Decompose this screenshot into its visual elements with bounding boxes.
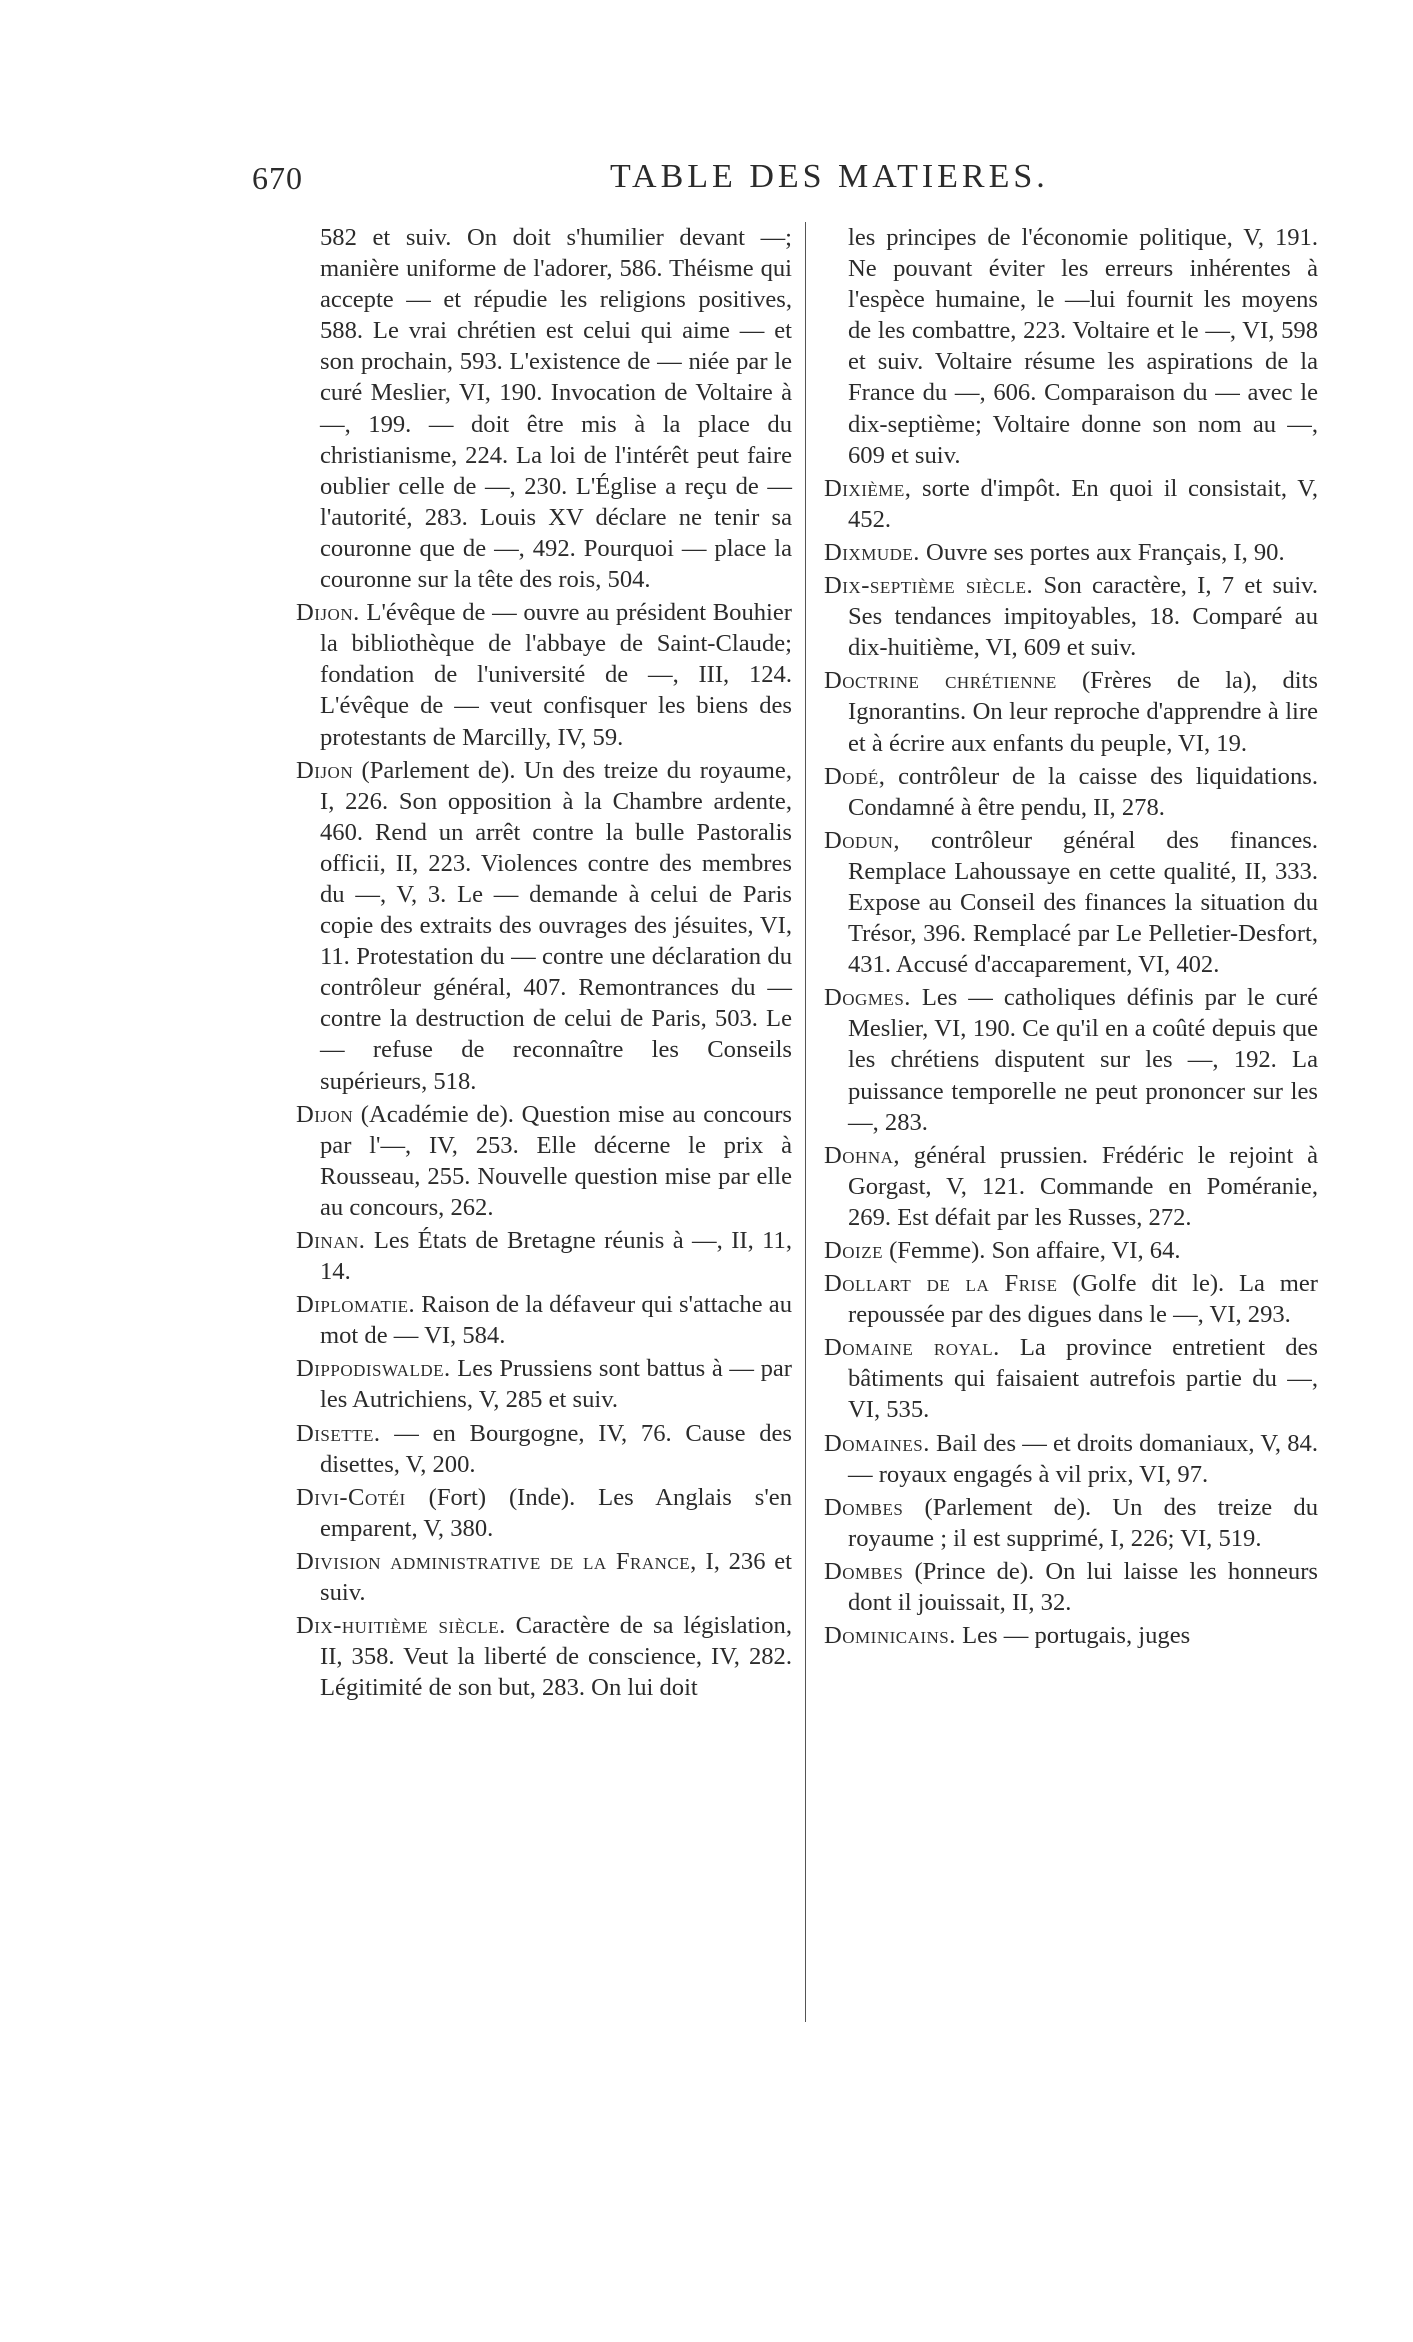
index-entry	[824, 1235, 1318, 1266]
entry-headword: Dix-huitième siècle.	[296, 1612, 506, 1640]
entry-headword: Domaines.	[824, 1429, 930, 1457]
entry-headword: Dijon.	[296, 599, 360, 627]
entry-text: L'évêque de — ouvre au président Bouhier la bibliothèque de l'abbaye de Saint-Claude; fondation de l'université de —, III, 124. L'évêque de — veut confisquer les biens des protestants de Marcilly, IV, 59.	[320, 599, 792, 751]
index-entry	[824, 222, 1318, 471]
entry-headword: Dijon	[296, 756, 354, 784]
index-entry	[824, 1556, 1318, 1618]
index-entry	[824, 1332, 1318, 1425]
index-entry	[296, 1225, 792, 1287]
entry-text: 582 et suiv. On doit s'humilier devant —; manière uniforme de l'adorer, 586. Théisme qui accepte — et répudie les religions positives, 588. Le vrai chrétien est celui qui aime — et son prochain, 593. L'existence de — niée par le curé Meslier, VI, 190. Invocation de Voltaire à —, 199. — doit être mis à la place du christianisme, 224. La loi de l'intérêt peut faire oublier celle de —, 230. L'Église a reçu de — l'autorité, 283. Louis XV déclare ne tenir sa couronne que de —, 492. Pourquoi — place la couronne sur la tête des rois, 504.	[320, 224, 792, 594]
index-entry	[296, 1546, 792, 1608]
index-entry	[296, 755, 792, 1097]
index-entry	[824, 537, 1318, 568]
index-entry	[824, 473, 1318, 535]
entry-text: Les — catholiques définis par le curé Meslier, VI, 190. Ce qu'il en a coûté depuis que les chrétiens disputent sur les —, 192. La puissance temporelle ne peut prononcer sur les —, 283.	[848, 984, 1318, 1136]
index-entry	[824, 570, 1318, 663]
entry-text: (Frères de la), dits Ignorantins. On leur reproche d'apprendre à lire et à écrire aux enfants du peuple, VI, 19.	[848, 667, 1319, 757]
entry-headword: Dominicains.	[824, 1622, 956, 1650]
index-entry	[296, 597, 792, 752]
entry-text: contrôleur de la caisse des liquidations. Condamné à être pendu, II, 278.	[848, 762, 1318, 821]
entry-headword: Doize	[824, 1237, 883, 1264]
entry-headword: Dohna,	[824, 1141, 901, 1169]
entry-headword: Dodun,	[824, 826, 901, 854]
entry-text: Bail des — et droits domaniaux, V, 84. — royaux engagés à vil prix, VI, 97.	[848, 1429, 1318, 1488]
index-entry	[824, 761, 1318, 823]
entry-headword: Diplomatie.	[296, 1291, 416, 1319]
index-entry	[824, 825, 1318, 980]
entry-headword: Dijon	[296, 1100, 354, 1128]
index-entry	[824, 1268, 1318, 1330]
index-entry	[824, 982, 1318, 1137]
entry-text: Caractère de sa législation, II, 358. Veut la liberté de conscience, IV, 282. Légitimité de son but, 283. On lui doit	[320, 1612, 792, 1702]
entry-text: — en Bourgogne, IV, 76. Cause des disettes, V, 200.	[320, 1419, 792, 1478]
index-entry	[296, 1099, 792, 1223]
entry-headword: Dix-septième siècle.	[824, 572, 1034, 600]
entry-text: (Femme). Son affaire, VI, 64.	[882, 1237, 1181, 1264]
index-entry	[296, 222, 792, 595]
entry-text: (Prince de). On lui laisse les honneurs dont il jouissait, II, 32.	[848, 1557, 1318, 1617]
entry-text: Les Prussiens sont battus à — par les Autrichiens, V, 285 et suiv.	[320, 1355, 792, 1414]
entry-headword: Dogmes.	[824, 984, 911, 1012]
index-entry	[296, 1482, 792, 1544]
entry-text: (Fort) (Inde). Les Anglais s'en emparent, V, 380.	[320, 1483, 792, 1542]
entry-text: (Académie de). Question mise au concours par l'—, IV, 253. Elle décerne le prix à Rousseau, 255. Nouvelle question mise par elle au concours, 262.	[320, 1100, 792, 1221]
entry-text: (Parlement de). Un des treize du royaume, I, 226. Son opposition à la Chambre ardente, 460. Rend un arrêt contre la bulle Pastoralis officii, II, 223. Violences contre des membres du —, V, 3. Le — demande à celui de Paris copie des extraits des ouvrages des jésuites, VI, 11. Protestation du — contre une déclaration du contrôleur général, 407. Remontrances du — contre la destruction de celui de Paris, 503. Le — refuse de reconnaître les Conseils supérieurs, 518.	[320, 756, 792, 1095]
entry-headword: Doctrine chrétienne	[824, 667, 1057, 695]
entry-text: I, 236 et suiv.	[320, 1547, 792, 1607]
entry-text: les principes de l'économie politique, V, 191. Ne pouvant éviter les erreurs inhérentes à l'espèce humaine, le —lui fournit les moyens de les combattre, 223. Voltaire et le —, VI, 598 et suiv. Voltaire résume les aspirations de la France du —, 606. Comparaison du — avec le dix-septième; Voltaire donne son nom au —, 609 et suiv.	[848, 224, 1318, 469]
entry-text: Les États de Bretagne réunis à —, II, 11, 14.	[320, 1227, 792, 1286]
running-title: TABLE DES MATIERES.	[610, 158, 1049, 195]
entry-headword: Disette.	[296, 1419, 381, 1447]
entry-text: sorte d'impôt. En quoi il consistait, V, 452.	[848, 474, 1318, 533]
entry-text: Les — portugais, juges	[955, 1622, 1191, 1650]
index-entry	[296, 1418, 792, 1480]
entry-text: Son caractère, I, 7 et suiv. Ses tendances impitoyables, 18. Comparé au dix-huitième, VI, 609 et suiv.	[848, 572, 1318, 662]
entry-headword: Dollart de la Frise	[824, 1270, 1058, 1298]
entry-headword: Division administrative de la France,	[296, 1547, 697, 1575]
index-entry	[824, 1428, 1318, 1490]
index-entry	[824, 1620, 1318, 1651]
entry-text: (Golfe dit le). La mer repoussée par des digues dans le —, VI, 293.	[848, 1270, 1318, 1329]
entry-text: Ouvre ses portes aux Français, I, 90.	[919, 538, 1285, 566]
right-column	[824, 222, 1318, 1653]
entry-headword: Divi-Cotéi	[296, 1483, 406, 1511]
entry-text: (Parlement de). Un des treize du royaume ; il est supprimé, I, 226; VI, 519.	[848, 1493, 1318, 1552]
entry-headword: Dodé,	[824, 762, 886, 790]
entry-text: contrôleur général des finances. Remplace Lahoussaye en cette qualité, II, 333. Expose au Conseil des finances la situation du Trésor, 396. Remplacé par Le Pelletier-Desfort, 431. Accusé d'accaparement, VI, 402.	[848, 826, 1318, 979]
entry-text: général prussien. Frédéric le rejoint à Gorgast, V, 121. Commande en Poméranie, 269. Est défait par les Russes, 272.	[848, 1141, 1318, 1231]
index-entry	[824, 1140, 1318, 1233]
index-entry	[824, 1492, 1318, 1554]
column-rule	[805, 222, 806, 2022]
entry-headword: Dippodiswalde.	[296, 1355, 451, 1383]
entry-headword: Dixième,	[824, 474, 912, 502]
index-entry	[824, 665, 1318, 758]
index-entry	[296, 1289, 792, 1351]
entry-text: La province entretient des bâtiments qui faisaient autrefois partie du —, VI, 535.	[848, 1334, 1318, 1424]
entry-headword: Domaine royal.	[824, 1334, 1000, 1362]
entry-text: Raison de la défaveur qui s'attache au mot de — VI, 584.	[320, 1291, 792, 1350]
entry-headword: Dombes	[824, 1557, 904, 1585]
entry-headword: Dombes	[824, 1493, 904, 1521]
left-column	[296, 222, 792, 1705]
index-entry	[296, 1353, 792, 1415]
entry-headword: Dinan.	[296, 1227, 366, 1254]
entry-headword: Dixmude.	[824, 538, 920, 566]
page-number: 670	[252, 160, 303, 196]
index-entry	[296, 1610, 792, 1703]
